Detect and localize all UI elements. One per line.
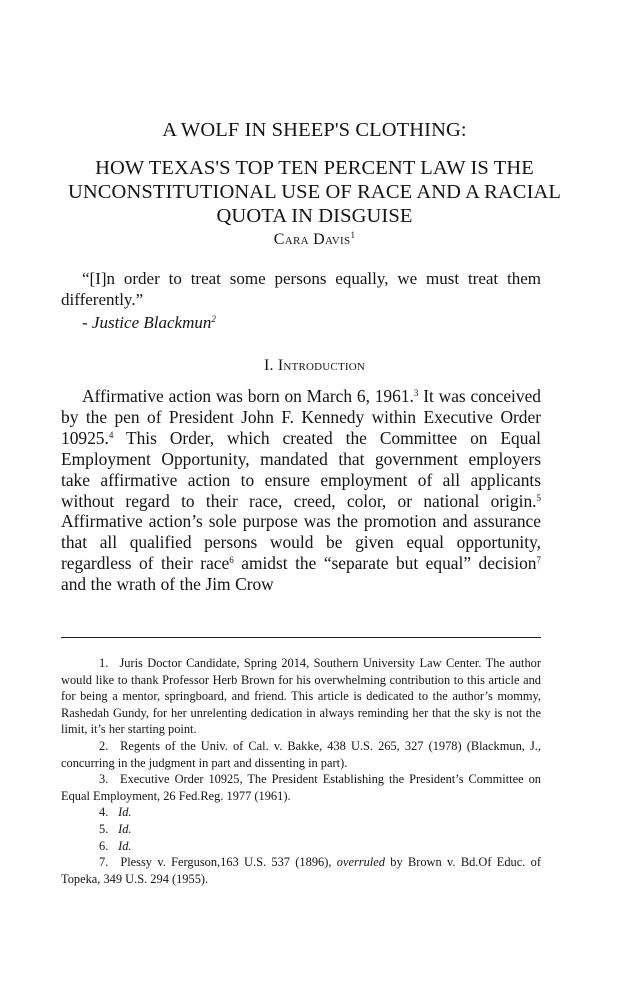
footnote-1: [61, 655, 541, 738]
footnote-5: [61, 821, 541, 838]
footnote-number: 7.: [99, 855, 109, 870]
footnote-text: Executive Order 10925, The President Establishing the President’s Committee on Equal Employment, 26 Fed.Reg. 1977 (1961).: [61, 772, 541, 803]
footnote-2: [61, 738, 541, 771]
footnote-3: [61, 771, 541, 804]
body-text: and the wrath of the Jim Crow: [61, 574, 274, 595]
footnote-6: [61, 838, 541, 855]
footnotes: [61, 655, 541, 887]
author-name: Cara Davis: [273, 231, 351, 248]
footnote-4: [61, 804, 541, 821]
body-text: It was conceived by the pen of President John F. Kennedy within Executive Order 10925.: [61, 386, 541, 448]
footnote-number: 2.: [99, 738, 109, 753]
body-text: Affirmative action’s sole purpose was the promotion and assurance that all qualified persons would be given equal opportunity, regardless of their race: [61, 511, 541, 574]
footnote-ref-1: 1: [350, 230, 356, 240]
footnote-ref-4: 4: [108, 429, 114, 440]
footnote-ref-7: 7: [536, 555, 541, 566]
body-text: amidst the “separate but equal” decision: [233, 553, 537, 574]
footnote-text: Id.: [118, 838, 132, 853]
article-subtitle: [0, 156, 629, 228]
footnote-divider: [61, 637, 541, 638]
attribution-name: Justice Blackmun: [91, 313, 212, 332]
footnote-text-italic: overruled: [336, 855, 385, 870]
body-text: This Order, which created the Committee on Equal Employment Opportunity, mandated that government employers take affirmative action to ensure employment of all applicants without regard to their race, creed, color, or national origin.: [61, 427, 541, 511]
footnote-ref-3: 3: [413, 388, 419, 398]
footnote-ref-6: 6: [229, 555, 234, 566]
article-subtitle-line3: QUOTA IN DISGUISE: [216, 205, 413, 227]
footnote-ref-5: 5: [536, 492, 541, 503]
footnote-text: by Brown v. Bd.Of Educ. of Topeka, 349 U.S. 294 (1955).: [61, 855, 541, 886]
footnote-text: Juris Doctor Candidate, Spring 2014, Southern University Law Center. The author would like to thank Professor Herb Brown for his overwhelming contribution to this article and for being a mentor, springboard, and friend. This article is dedicated to the author’s mommy, Rashedah Gundy, for her unrelenting dedication in always reminding her that the sky is not the limit, it’s her starting point.: [61, 656, 541, 737]
footnote-number: 5.: [99, 821, 109, 836]
footnote-text: Regents of the Univ. of Cal. v. Bakke, 438 U.S. 265, 327 (1978) (Blackmun, J., concurring in the judgment in part and dissenting in part).: [61, 738, 541, 770]
footnote-7: [61, 854, 541, 887]
footnote-text: Plessy v. Ferguson,163 U.S. 537 (1896),: [120, 855, 337, 870]
footnote-number: 1.: [99, 656, 109, 670]
body-text: Affirmative action was born on March 6, 1961.: [82, 386, 414, 406]
article-subtitle-line2: UNCONSTITUTIONAL USE OF RACE AND A RACIAL: [67, 181, 562, 203]
footnote-number: 6.: [99, 838, 109, 853]
footnote-text: Id.: [118, 805, 132, 820]
section-heading: I. Introduction: [263, 357, 366, 374]
epigraph-attribution: [82, 312, 562, 333]
footnote-ref-2: 2: [211, 314, 216, 324]
author-line: [0, 231, 629, 249]
footnote-number: 3.: [99, 772, 109, 787]
body-paragraph: [61, 386, 541, 595]
footnote-text: Id.: [118, 821, 132, 836]
article-subtitle-line1: HOW TEXAS'S TOP TEN PERCENT LAW IS THE: [95, 157, 534, 179]
attribution-dash: -: [82, 313, 92, 332]
footnote-number: 4.: [99, 805, 109, 820]
epigraph-quote: “[I]n order to treat some persons equally, we must treat them differently.”: [61, 269, 541, 309]
article-title-line1: A WOLF IN SHEEP'S CLOTHING:: [162, 119, 467, 141]
